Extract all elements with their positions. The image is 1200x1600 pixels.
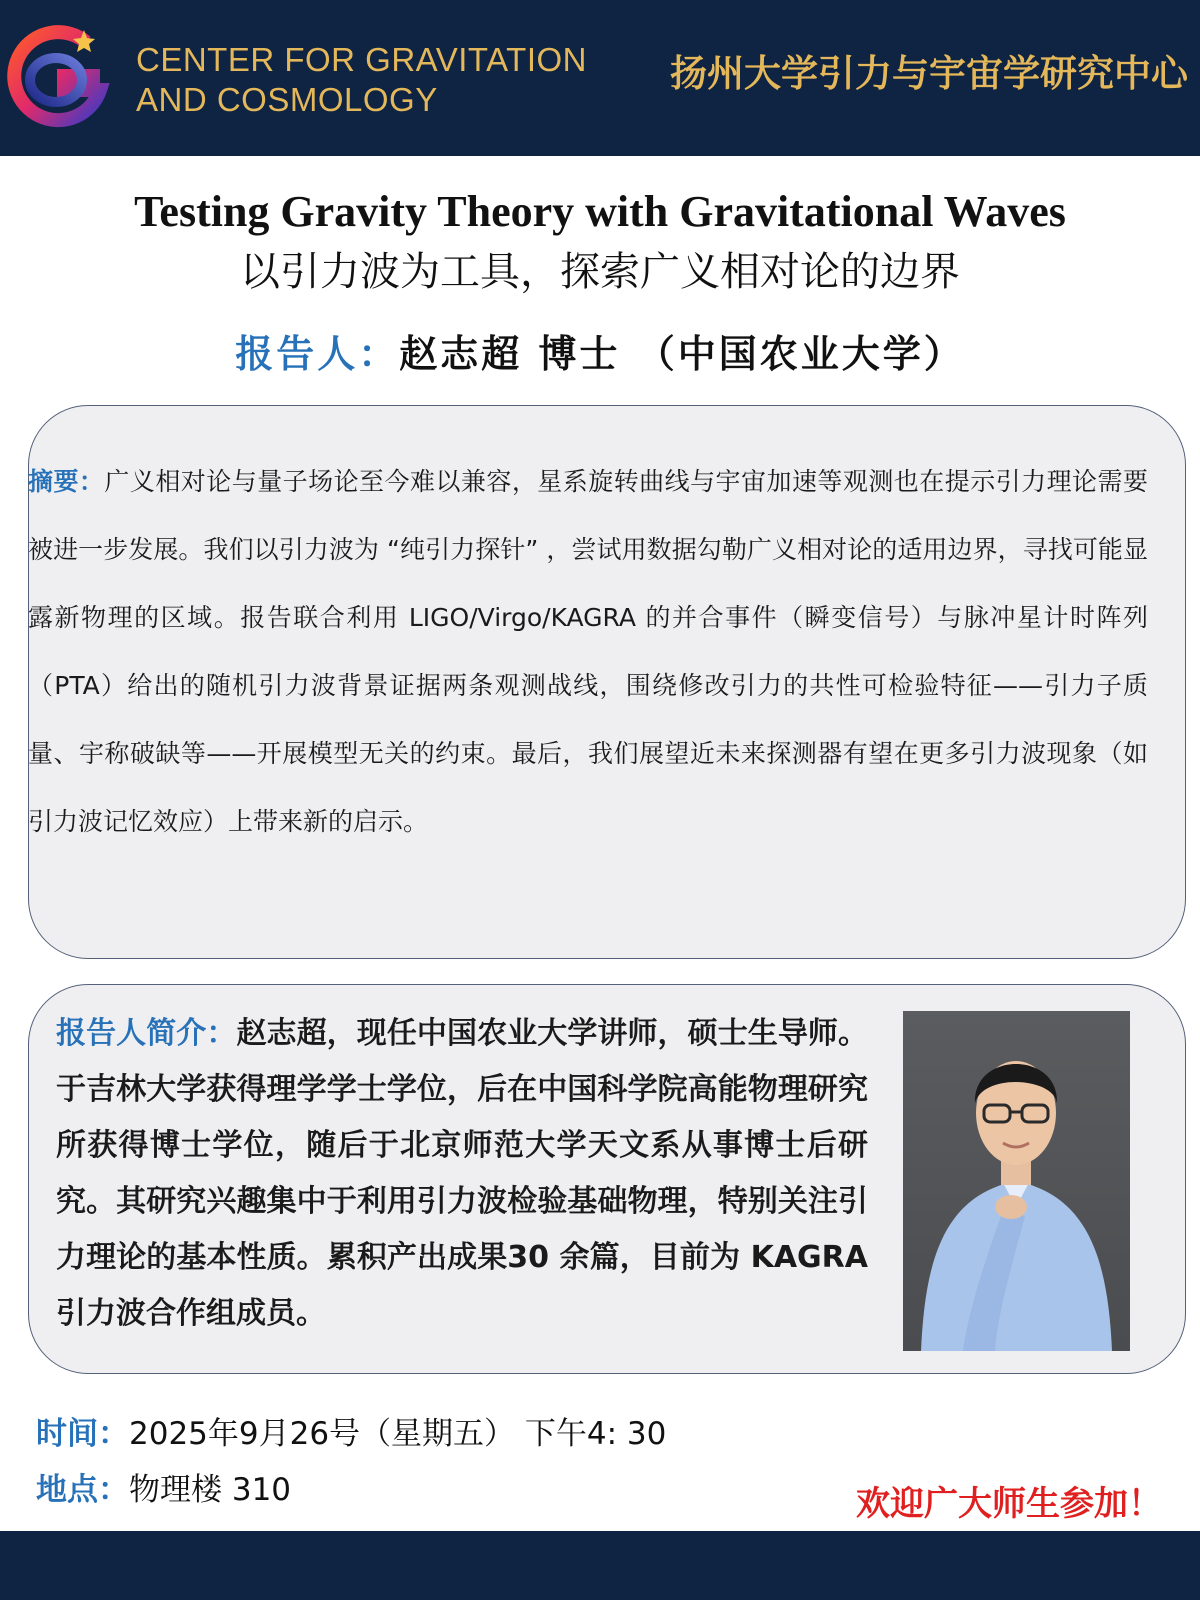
place-value: 物理楼 310 — [129, 1472, 292, 1508]
speaker-label: 报告人： — [235, 332, 400, 376]
abstract-label: 摘要： — [28, 467, 105, 496]
bio-body: 赵志超，现任中国农业大学讲师，硕士生导师。于吉林大学获得理学学士学位，后在中国科学院高能物理研究所获得博士学位，随后于北京师范大学天文系从事博士后研究。其研究兴趣集中于利用引力波检验基础物理，特别关注引力理论的基本性质。累积产出成果30 余篇，目前为 KAGRA 引力波合作组成员。 — [56, 1016, 869, 1331]
welcome-message: 欢迎广大师生参加！ — [856, 1484, 1162, 1524]
footer-banner — [0, 1531, 1200, 1600]
event-place-row — [36, 1464, 291, 1509]
time-value: 2025年9月26号（星期五） 下午4: 30 — [129, 1416, 667, 1452]
speaker-name: 赵志超 博士 （中国农业大学） — [399, 332, 965, 376]
speaker-portrait-icon — [903, 1011, 1130, 1351]
place-label: 地点： — [36, 1472, 129, 1508]
speaker-photo — [903, 1011, 1130, 1351]
center-name-line-1: CENTER FOR GRAVITATION — [136, 41, 588, 78]
event-time-row — [36, 1408, 666, 1453]
bio-text — [56, 1006, 868, 1342]
abstract-body: 广义相对论与量子场论至今难以兼容，星系旋转曲线与宇宙加速等观测也在提示引力理论需要被进一步发展。我们以引力波为 “纯引力探针” ，尝试用数据勾勒广义相对论的适用边界，寻找可能显露新物理的区域。报告联合利用 LIGO/Virgo/KAGRA 的并合事件（瞬变信号）与脉冲星计时阵列（PTA）给出的随机引力波背景证据两条观测战线，围绕修改引力的共性可检验特征——引力子质量、宇称破缺等——开展模型无关的约束。最后，我们展望近未来探测器有望在更多引力波现象（如引力波记忆效应）上带来新的启示。 — [28, 467, 1148, 836]
bio-label: 报告人简介： — [56, 1016, 237, 1051]
abstract-text — [28, 448, 1148, 856]
header-banner — [0, 0, 1200, 156]
talk-title-chinese: 以引力波为工具，探索广义相对论的边界 — [240, 249, 960, 295]
talk-title-english: Testing Gravity Theory with Gravitational Waves — [134, 187, 1066, 236]
time-label: 时间： — [36, 1416, 129, 1452]
center-chinese-name: 扬州大学引力与宇宙学研究中心 — [670, 51, 1188, 95]
center-name-line-2: AND COSMOLOGY — [136, 81, 438, 118]
cgc-logo-icon — [4, 20, 116, 132]
speaker-line — [0, 323, 1200, 378]
center-english-name — [136, 40, 587, 120]
